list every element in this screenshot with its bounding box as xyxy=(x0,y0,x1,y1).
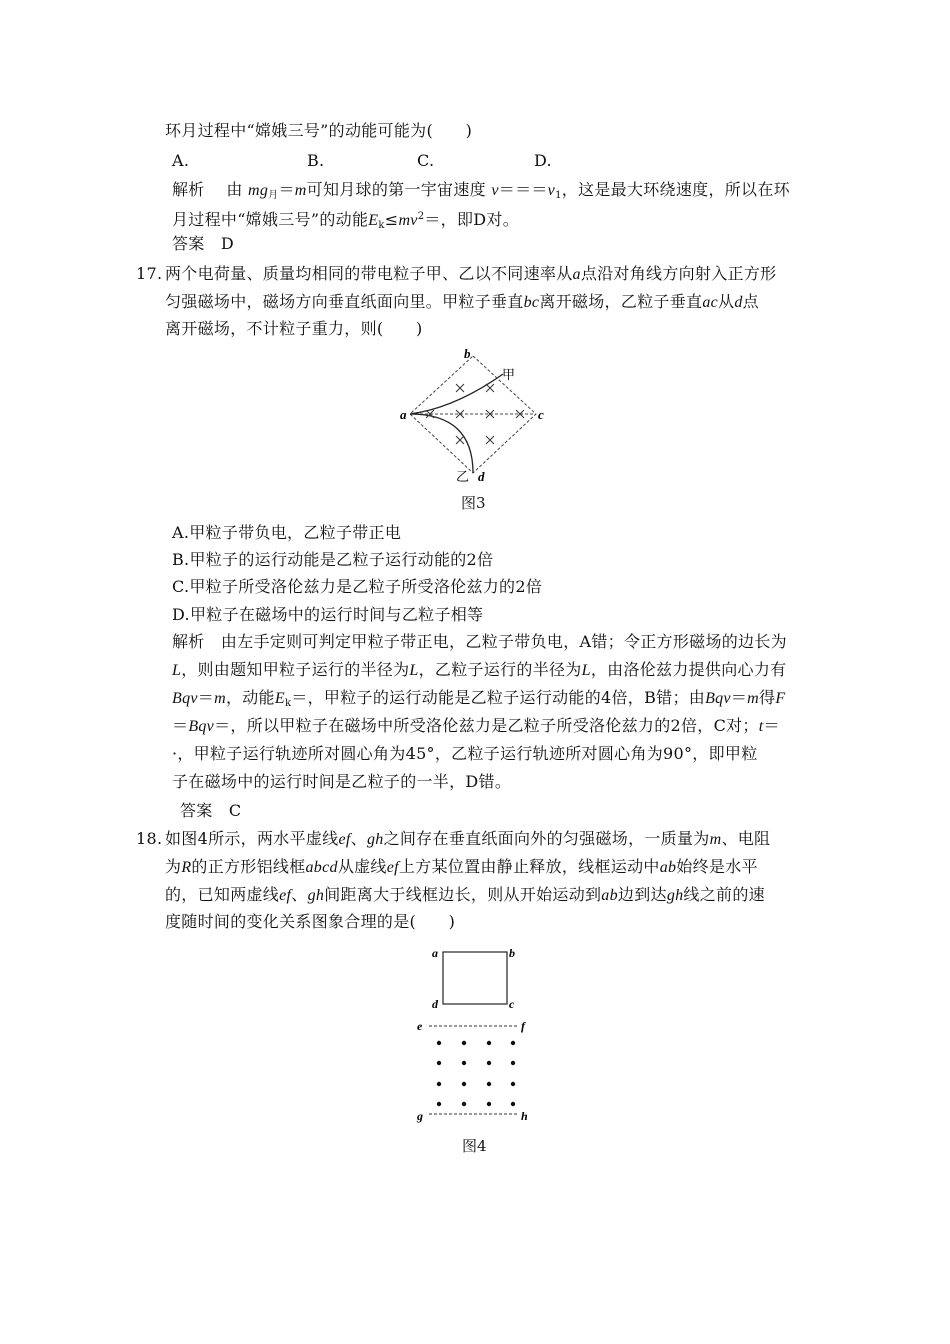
text-run: ，乙粒子运行的半径为 xyxy=(418,660,582,679)
particle-yi-label: 乙 xyxy=(456,469,470,484)
text-run: ＝ xyxy=(730,688,748,707)
q17-option-d: D.甲粒子在磁场中的运行时间与乙粒子相等 xyxy=(172,605,484,624)
math-sub: k xyxy=(378,220,385,231)
point-c-label: c xyxy=(538,407,544,422)
math-gh: gh xyxy=(307,887,325,904)
text-run: 由 xyxy=(226,180,243,199)
line-e-label: e xyxy=(417,1019,423,1033)
text-run: 的，已知两虚线 xyxy=(165,885,280,904)
math-L: L xyxy=(581,662,591,679)
magnetic-field-dots xyxy=(437,1041,515,1106)
text-run: ，动能 xyxy=(225,688,275,707)
math-gh: gh xyxy=(666,887,684,904)
text-run: ，由洛伦兹力提供向心力有 xyxy=(590,660,787,679)
text-run: ≤ xyxy=(384,210,399,229)
point-a-label: a xyxy=(400,407,407,422)
math-v: v xyxy=(491,182,499,199)
text-run: 点 xyxy=(742,292,759,311)
math-mg: mg xyxy=(248,182,269,199)
line-h-label: h xyxy=(521,1109,528,1123)
math-ab: ab xyxy=(659,859,677,876)
q18-stem-line3 xyxy=(165,885,765,906)
math-L: L xyxy=(409,662,419,679)
text-run: 如图4所示，两水平虚线 xyxy=(165,829,339,848)
text-run: 间距离大于线框边长，则从开始运动到 xyxy=(324,885,602,904)
text-run: 为 xyxy=(165,857,182,876)
math-ab: ab xyxy=(601,887,618,904)
text-run: 离开磁场，乙粒子垂直 xyxy=(539,292,703,311)
math-m: m xyxy=(747,690,760,707)
math-v1: v xyxy=(547,182,556,199)
text-run: ，则由题知甲粒子运行的半径为 xyxy=(181,660,410,679)
text-run: 的正方形铝线框 xyxy=(191,857,306,876)
text-run: 之间存在垂直纸面向外的匀强磁场，一质量为 xyxy=(383,829,710,848)
math-sub: k xyxy=(284,698,292,709)
q16-analysis-line2 xyxy=(172,207,519,236)
math-Bqv: Bqv xyxy=(705,690,731,707)
corner-c-label: c xyxy=(509,997,515,1011)
q17-option-b: B.甲粒子的运行动能是乙粒子运行动能的2倍 xyxy=(172,550,494,569)
q16-option-b: B. xyxy=(307,151,325,170)
q17-analysis-line2 xyxy=(172,660,786,681)
math-bc: bc xyxy=(523,294,540,311)
figure-4-diagram xyxy=(405,942,545,1132)
text-run: 始终是水平 xyxy=(676,857,758,876)
corner-b-label: b xyxy=(509,946,515,960)
text-run: ＝，即D对。 xyxy=(424,210,520,229)
math-E: E xyxy=(368,212,379,229)
q17-stem-line3: 离开磁场，不计粒子重力，则( ) xyxy=(165,319,423,338)
particle-jia-label: 甲 xyxy=(502,367,516,382)
math-L: L xyxy=(172,662,182,679)
math-sub: 月 xyxy=(268,190,279,201)
text-run: ＝，所以甲粒子在磁场中所受洛伦兹力是乙粒子所受洛伦兹力的2倍，C对； xyxy=(214,716,759,735)
text-run: ，这是最大环绕速度，所以在环 xyxy=(561,180,790,199)
text-run: 从虚线 xyxy=(337,857,387,876)
q17-analysis-line3 xyxy=(172,688,785,714)
text-run: 线之前的速 xyxy=(683,885,765,904)
text-run: 、 xyxy=(350,829,367,848)
corner-a-label: a xyxy=(432,946,438,960)
math-abcd: abcd xyxy=(305,859,338,876)
text-run: 得 xyxy=(759,688,776,707)
square-wire-frame xyxy=(443,952,507,1004)
figure-3-caption: 图3 xyxy=(461,494,486,512)
q17-analysis-line4 xyxy=(172,716,780,737)
q18-stem-line1 xyxy=(165,829,770,850)
trajectory-jia xyxy=(410,374,503,414)
math-ac: ac xyxy=(702,294,719,311)
text-run: ＝，甲粒子的运行动能是乙粒子运行动能的4倍，B错；由 xyxy=(291,688,706,707)
text-run: ＝ xyxy=(197,688,215,707)
text-run: ＝ xyxy=(278,180,295,199)
text-run: 、 xyxy=(291,885,308,904)
line-g-label: g xyxy=(417,1109,423,1123)
q17-stem-line1 xyxy=(165,264,776,285)
q18-stem-line2 xyxy=(165,857,758,878)
math-R: R xyxy=(181,859,192,876)
text-run: 从 xyxy=(718,292,735,311)
text-run: ＝ xyxy=(763,716,780,735)
q17-option-a: A.甲粒子带负电，乙粒子带正电 xyxy=(172,523,402,542)
q16-option-d: D. xyxy=(534,151,552,170)
q17-analysis-line5: ·，甲粒子运行轨迹所对圆心角为45°，乙粒子运行轨迹所对圆心角为90°，即甲粒 xyxy=(172,744,758,763)
q16-option-c: C. xyxy=(417,151,435,170)
math-gh: gh xyxy=(366,831,384,848)
text-run: 两个电荷量、质量均相同的带电粒子甲、乙以不同速率从 xyxy=(165,264,573,283)
text-run: 可知月球的第一宇宙速度 xyxy=(306,180,486,199)
math-ef: ef xyxy=(386,859,399,876)
q16-answer: 答案 D xyxy=(172,234,235,253)
q17-option-c: C.甲粒子所受洛伦兹力是乙粒子所受洛伦兹力的2倍 xyxy=(172,577,543,596)
math-t: t xyxy=(758,718,764,735)
q18-stem-line4: 度随时间的变化关系图象合理的是( ) xyxy=(165,912,456,931)
math-m: m xyxy=(214,690,226,707)
text-run: 上方某位置由静止释放，线框运动中 xyxy=(398,857,660,876)
q17-number: 17. xyxy=(136,264,163,283)
q16-stem: 环月过程中“嫦娥三号”的动能可能为( ) xyxy=(165,121,473,140)
math-sup: 2 xyxy=(417,211,425,222)
text-run: ＝＝＝ xyxy=(498,180,548,199)
text-run: 点沿对角线方向射入正方形 xyxy=(580,264,777,283)
math-Bqv: Bqv xyxy=(172,690,198,707)
q17-answer: 答案 C xyxy=(180,801,242,820)
figure-3-diagram xyxy=(400,348,550,484)
math-ef: ef xyxy=(279,887,292,904)
q17-analysis-line6: 子在磁场中的运行时间是乙粒子的一半，D错。 xyxy=(172,772,512,791)
math-Bqv: Bqv xyxy=(188,718,215,735)
math-sub: 1 xyxy=(555,190,562,201)
math-d: d xyxy=(734,294,743,311)
text-run: 月过程中“嫦娥三号”的动能 xyxy=(172,210,369,229)
text-run: 、电阻 xyxy=(721,829,771,848)
math-mv: mv xyxy=(398,212,418,229)
line-f-label: f xyxy=(521,1019,525,1033)
q18-number: 18. xyxy=(136,829,163,848)
q17-analysis-line1: 解析 由左手定则可判定甲粒子带正电，乙粒子带负电，A错；令正方形磁场的边长为 xyxy=(172,632,787,651)
text-run: ＝ xyxy=(172,716,189,735)
figure-4-caption: 图4 xyxy=(462,1137,487,1155)
math-a: a xyxy=(572,266,581,283)
point-d-label: d xyxy=(478,469,485,484)
analysis-label: 解析 xyxy=(172,180,205,199)
q16-analysis-line1 xyxy=(172,180,790,206)
math-ef: ef xyxy=(338,831,351,848)
math-m: m xyxy=(294,182,307,199)
q16-option-a: A. xyxy=(172,151,190,170)
text-run: 边到达 xyxy=(617,885,667,904)
text-run: 匀强磁场中，磁场方向垂直纸面向里。甲粒子垂直 xyxy=(165,292,524,311)
corner-d-label: d xyxy=(432,997,438,1011)
point-b-label: b xyxy=(464,348,471,361)
math-m: m xyxy=(709,831,722,848)
math-E: E xyxy=(274,690,285,707)
math-F: F xyxy=(775,690,786,707)
q17-stem-line2 xyxy=(165,292,759,313)
